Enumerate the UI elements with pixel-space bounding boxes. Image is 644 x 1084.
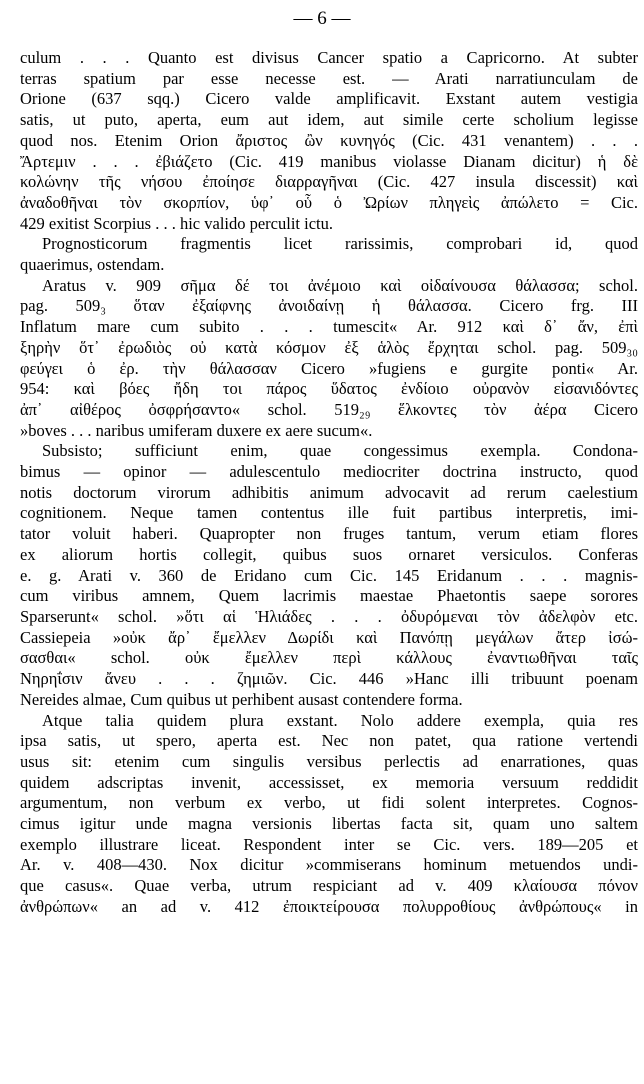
text-line: Inflatum mare cum subito . . . tumescit« Ar. 912 καὶ δ᾽ ἄν, ἐπὶ — [20, 317, 638, 337]
text-line: bimus — opinor — adulescentulo mediocriter doctrina instructo, quod — [20, 462, 638, 482]
text-line: Subsisto; sufficiunt enim, quae congessimus exempla. Condona- — [42, 441, 638, 461]
text-line: Ἄρτεμιν . . . ἐβιάζετο (Cic. 419 manibus violasse Dianam dicitur) ἡ δὲ — [20, 151, 638, 171]
text-line: Atque talia quidem plura exstant. Nolo addere exempla, quia res — [42, 710, 638, 730]
text-line: ex aliorum hortis collegit, quibus suos ornaret versiculos. Conferas — [20, 544, 638, 564]
text-line: Sparserunt« schol. »ὅτι αἱ Ἡλιάδες . . . ὀδυρόμεναι τὸν ἀδελφὸν etc. — [20, 606, 638, 626]
text-line: ἀπ᾽ αἰθέρος ὀσφρήσαντο« schol. 519₂₉ ἕλκοντες τὸν ἀέρα Cicero — [20, 399, 638, 419]
text-line: argumentum, non verbum ex verbo, ut fidi solent interpretes. Cognos- — [20, 793, 638, 813]
text-line: Cassiepeia »οὐκ ἄρ᾽ ἔμελλεν Δωρίδι καὶ Πανόπῃ μεγάλων ἄτερ ἰσώ- — [20, 627, 638, 647]
text-line: quidem adscriptas invenit, accessisset, ex memoria versuum reddidit — [20, 772, 638, 792]
text-line: cum viribus amnem, Quem lacrimis maestae Phaetontis saepe sorores — [20, 586, 638, 606]
text-line: Orione (637 sqq.) Cicero valde amplificavit. Exstant autem vestigia — [20, 89, 638, 109]
text-line: φεύγει ὁ ἐρ. τὴν θάλασσαν Cicero »fugiens e gurgite ponti« Ar. — [20, 358, 638, 378]
page-number: — 6 — — [293, 8, 351, 29]
text-line: Prognosticorum fragmentis licet rarissimis, comprobari id, quod — [42, 234, 638, 254]
text-line: Ar. v. 408—430. Nox dicitur »commiserans hominum metuendos undi- — [20, 855, 638, 875]
text-line: Νηρηΐσιν ἄνευ . . . ζημιῶν. Cic. 446 »Hanc illi tribuunt poenam — [20, 669, 638, 689]
text-line: Aratus v. 909 σῆμα δέ τοι ἀνέμοιο καὶ οἰδαίνουσα θάλασσα; schol. — [42, 275, 638, 295]
text-line: que casus«. Quae verba, utrum respiciant ad v. 409 κλαίουσα πόνον — [20, 876, 638, 896]
text-line: cimus igitur unde magna versionis libertas facta sit, quam uno saltem — [20, 814, 638, 834]
text-line: 429 exitist Scorpius . . . hic valido perculit ictu. — [20, 213, 333, 233]
text-line: satis, ut puto, aperta, eum aut idem, aut simile certe scholium legisse — [20, 110, 638, 130]
text-line: quaerimus, ostendam. — [20, 255, 165, 275]
text-line: quod nos. Etenim Orion ἄριστος ὢν κυνηγός (Cic. 431 venantem) . . . — [20, 130, 638, 150]
text-line: culum . . . Quanto est divisus Cancer spatio a Capricorno. At subter — [20, 48, 638, 67]
text-line: notis doctorum virorum adhibitis animum advocavit ad rerum caelestium — [20, 482, 638, 502]
text-line: cognitionem. Neque tamen contentus ille fuit partibus interpretis, imi- — [20, 503, 638, 523]
text-line: pag. 509₃ ὅταν ἐξαίφνης ἀνοιδαίνῃ ἡ θάλασσα. Cicero frg. III — [20, 296, 638, 316]
text-line: Nereides almae, Cum quibus ut perhibent ausast contendere forma. — [20, 689, 463, 709]
text-line: ipsa satis, ut spero, aperta est. Nec non patet, qua ratione vertendi — [20, 731, 638, 751]
text-line: e. g. Arati v. 360 de Eridano cum Cic. 145 Eridanum . . . magnis- — [20, 565, 638, 585]
text-line: tator voluit haberi. Quapropter non fruges tantum, verum etiam flores — [20, 524, 638, 544]
text-line: »boves . . . naribus umiferam duxere ex aere sucum«. — [20, 420, 373, 440]
text-line: σασθαι« schol. οὐκ ἔμελλεν περὶ κάλλους ἐναντιωθῆναι ταῖς — [20, 648, 638, 668]
text-line: ξηρὴν ὅτ᾽ ἐρωδιὸς οὐ κατὰ κόσμον ἐξ ἁλὸς ἔρχηται schol. pag. 509₃₀ — [20, 337, 638, 357]
document-body — [20, 48, 638, 918]
text-line: terras spatium par esse necesse est. — Arati narratiunculam de — [20, 68, 638, 88]
text-line: ἀναδοθῆναι τὸν σκορπίον, ὑφ᾽ οὗ ὁ Ὠρίων πληγεὶς ἀπώλετο = Cic. — [20, 192, 638, 212]
text-line: κολώνην τῆς νήσου ἐποίησε διαρραγῆναι (Cic. 427 insula discessit) καὶ — [20, 172, 638, 192]
text-line: usus sit: etenim cum singulis versibus perlectis ad enarrationes, quas — [20, 751, 638, 771]
text-line: 954: καὶ βόες ἤδη τοι πάρος ὕδατος ἐνδίοιο οὐρανὸν εἰσανιδόντες — [20, 379, 638, 399]
text-line: exemplo illustrare liceat. Respondent inter se Cic. vers. 189—205 et — [20, 834, 638, 854]
text-line: ἀνθρώπων« an ad v. 412 ἐποικτείρουσα πολυρροθίους ἀνθρώπους« in — [20, 896, 638, 916]
